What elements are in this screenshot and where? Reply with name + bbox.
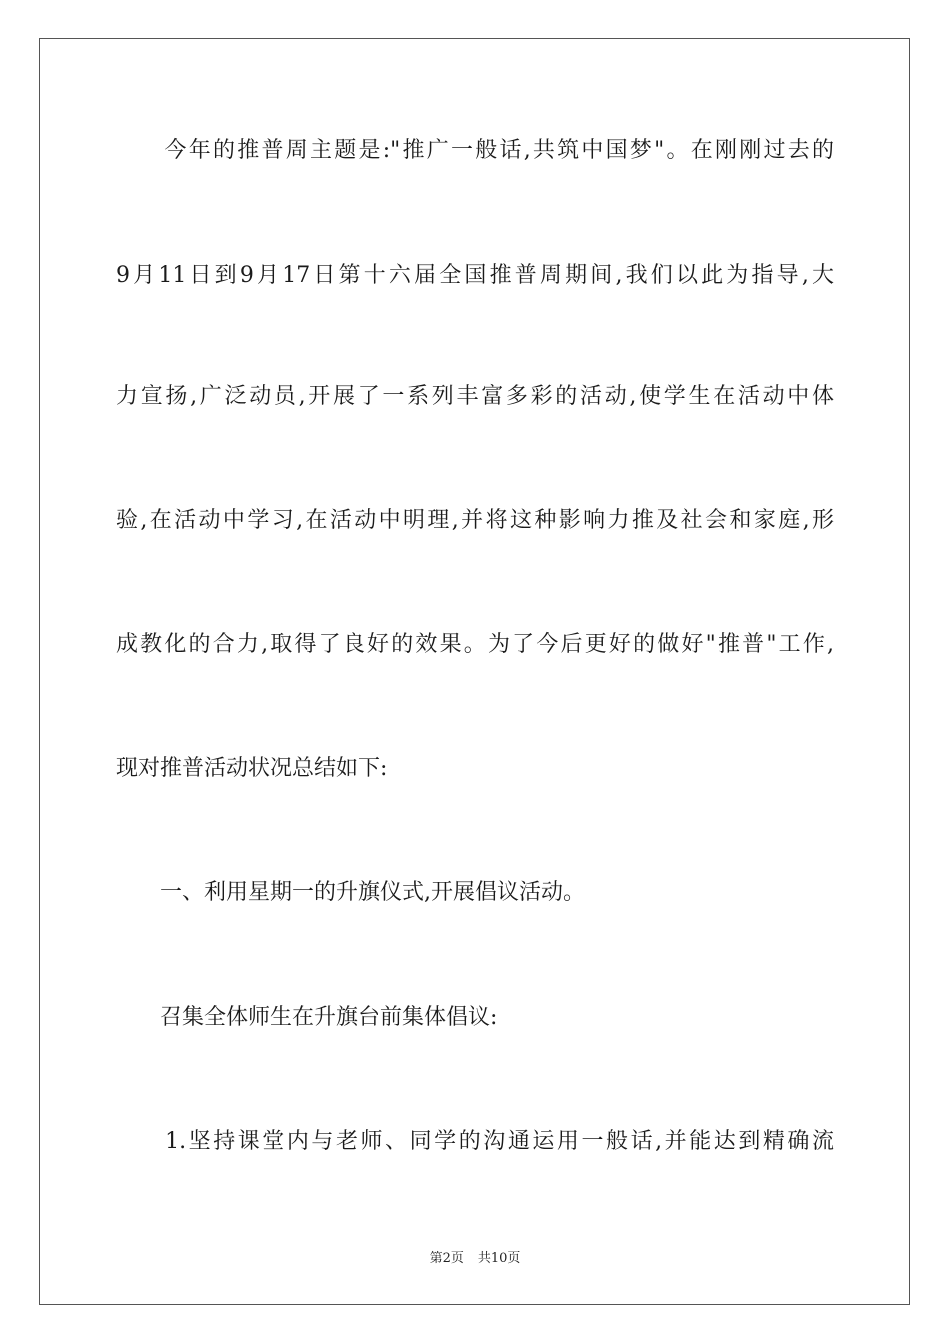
list-item-1: 1.坚持课堂内与老师、同学的沟通运用一般话,并能达到精确流 [116,1129,834,1154]
paragraph-line-1: 今年的推普周主题是:"推广一般话,共筑中国梦"。在刚刚过去的 [116,138,834,163]
paragraph-line-4: 验,在活动中学习,在活动中明理,并将这种影响力推及社会和家庭,形 [116,508,834,533]
paragraph-line-5: 成教化的合力,取得了良好的效果。为了今后更好的做好"推普"工作, [116,632,834,657]
page-total: 共10页 [477,1251,521,1266]
paragraph-line-6: 现对推普活动状况总结如下: [116,756,388,781]
page-number: 第2页 [429,1251,464,1266]
section-heading-1: 一、利用星期一的升旗仪式,开展倡议活动。 [116,880,585,905]
paragraph-line-2: 9月11日到9月17日第十六届全国推普周期间,我们以此为指导,大 [116,263,834,288]
paragraph-line-3: 力宣扬,广泛动员,开展了一系列丰富多彩的活动,使学生在活动中体 [116,384,834,409]
paragraph-line-8: 召集全体师生在升旗台前集体倡议: [116,1005,498,1030]
page-border [39,38,910,1305]
page-footer [0,1247,950,1266]
